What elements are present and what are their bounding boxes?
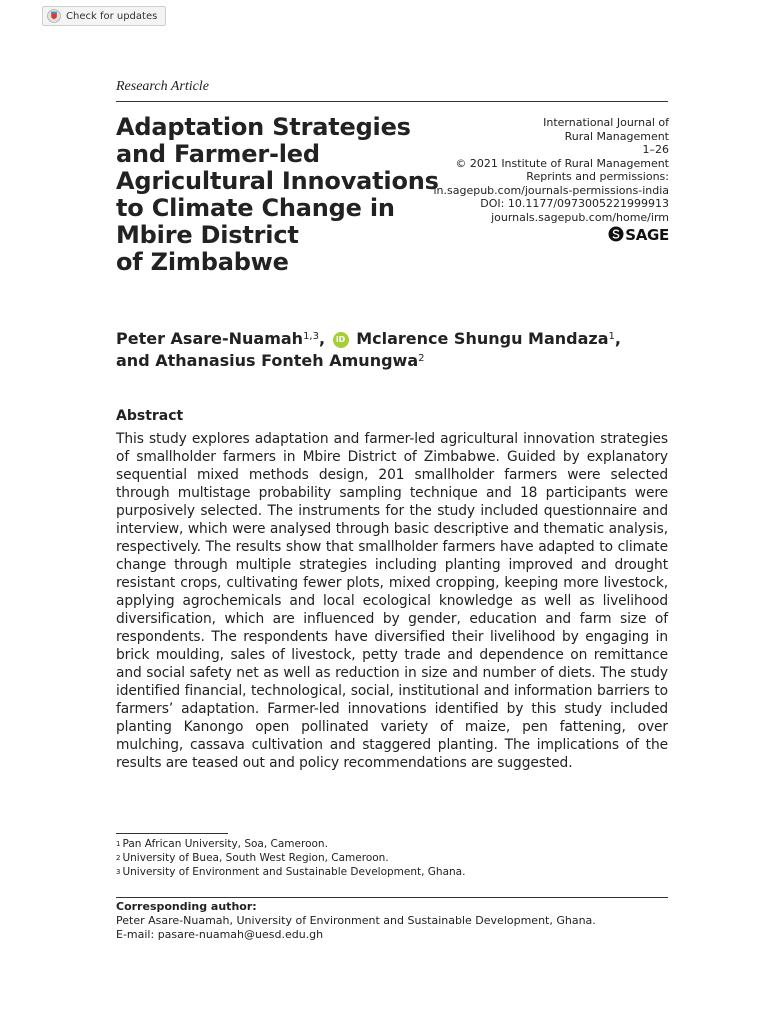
journal-name-line: Rural Management	[564, 129, 669, 143]
sage-logo	[433, 226, 669, 246]
footnote-number: 1	[116, 840, 121, 848]
publisher-name: SAGE	[625, 226, 669, 244]
author-conjunction: and	[116, 351, 156, 370]
title-line: and Farmer-led	[116, 140, 320, 168]
footnote-text: University of Buea, South West Region, Cameroon.	[122, 852, 389, 864]
journal-info	[433, 116, 669, 246]
check-for-updates-label: Check for updates	[66, 10, 158, 22]
footnote-rule	[116, 833, 228, 834]
footnote-number: 2	[116, 854, 121, 862]
author-name: Peter Asare-Nuamah	[116, 329, 304, 348]
affiliation-marker: 1	[608, 331, 615, 342]
abstract-text: This study explores adaptation and farmer-led agricultural innovation strategies of smallholder farmers in Mbire District of Zimbabwe. Guided by explanatory sequential mixed methods design, 201 smallholder farmers were selected through multistage probability sampling technique and 18 participants were purposively selected. The instruments for the study included questionnaire and interview, which were analysed through basic descriptive and thematic analysis, respectively. The results show that smallholder farmers have adapted to climate change through multiple strategies including planting improved and drought resistant crops, cultivating fewer plots, mixed cropping, keeping more livestock, applying agrochemicals and local ecological knowledge as well as livelihood diversification, which are influenced by gender, education and farm size of respondents. The respondents have diversified their livelihood by engaging in brick moulding, sales of livestock, petty trade and dependence on remittance and social safety net as well as reduction in size and number of diets. The study identified financial, technological, social, institutional and information barriers to farmers’ adaptation. Farmer-led innovations identified by this study included planting Kanongo open pollinated variety of maize, pen fattening, over mulching, cassava cultivation and staggered planting. The implications of the results are teased out and policy recommendations are suggested.	[116, 431, 668, 771]
footnote-text: Pan African University, Soa, Cameroon.	[122, 838, 328, 850]
affiliation-marker: 2	[418, 353, 425, 364]
author-list	[116, 328, 676, 372]
title-line: of Zimbabwe	[116, 248, 289, 276]
footnote-number: 3	[116, 868, 121, 876]
orcid-icon[interactable]: iD	[333, 332, 349, 348]
title-line: to Climate Change in	[116, 194, 395, 222]
doi-link[interactable]: DOI: 10.1177/0973005221999913	[480, 197, 669, 210]
footnote	[116, 851, 465, 865]
page-range: 1–26	[642, 143, 669, 156]
reprints-link[interactable]: in.sagepub.com/journals-permissions-india	[433, 183, 669, 197]
crossmark-icon	[47, 9, 61, 23]
author-line: Peter Asare-Nuamah$^{1,3}$, iD Mclarence Shungu Mandaza$^1$,	[116, 329, 621, 348]
corresponding-author-block	[116, 900, 596, 942]
sage-s-icon	[608, 226, 624, 246]
footnote-text: University of Environment and Sustainable Development, Ghana.	[122, 866, 466, 878]
affiliation-footnotes	[116, 837, 465, 879]
article-title	[116, 113, 439, 276]
corresponding-heading: Corresponding author:	[116, 900, 257, 913]
affiliation-marker: 1,3	[303, 331, 319, 342]
article-type: Research Article	[116, 79, 209, 94]
corresponding-rule	[116, 897, 668, 898]
title-line: Adaptation Strategies	[116, 113, 411, 141]
check-for-updates-button[interactable]	[42, 6, 166, 26]
author-name: Mclarence Shungu Mandaza	[356, 329, 609, 348]
author-name: Athanasius Fonteh Amungwa	[155, 351, 419, 370]
title-line: Agricultural Innovations	[116, 167, 439, 195]
journal-home-link[interactable]: journals.sagepub.com/home/irm	[491, 210, 669, 224]
journal-name-line: International Journal of	[543, 116, 669, 129]
header-rule	[116, 101, 668, 102]
footnote	[116, 865, 465, 879]
copyright: © 2021 Institute of Rural Management	[455, 156, 669, 170]
footnote	[116, 837, 465, 851]
corresponding-affiliation: Peter Asare-Nuamah, University of Environment and Sustainable Development, Ghana.	[116, 914, 596, 927]
corresponding-email[interactable]: E-mail: pasare-nuamah@uesd.edu.gh	[116, 928, 324, 941]
title-line: Mbire District	[116, 221, 299, 249]
reprints-label: Reprints and permissions:	[526, 170, 669, 183]
author-line	[116, 350, 676, 372]
abstract-heading: Abstract	[116, 408, 184, 424]
